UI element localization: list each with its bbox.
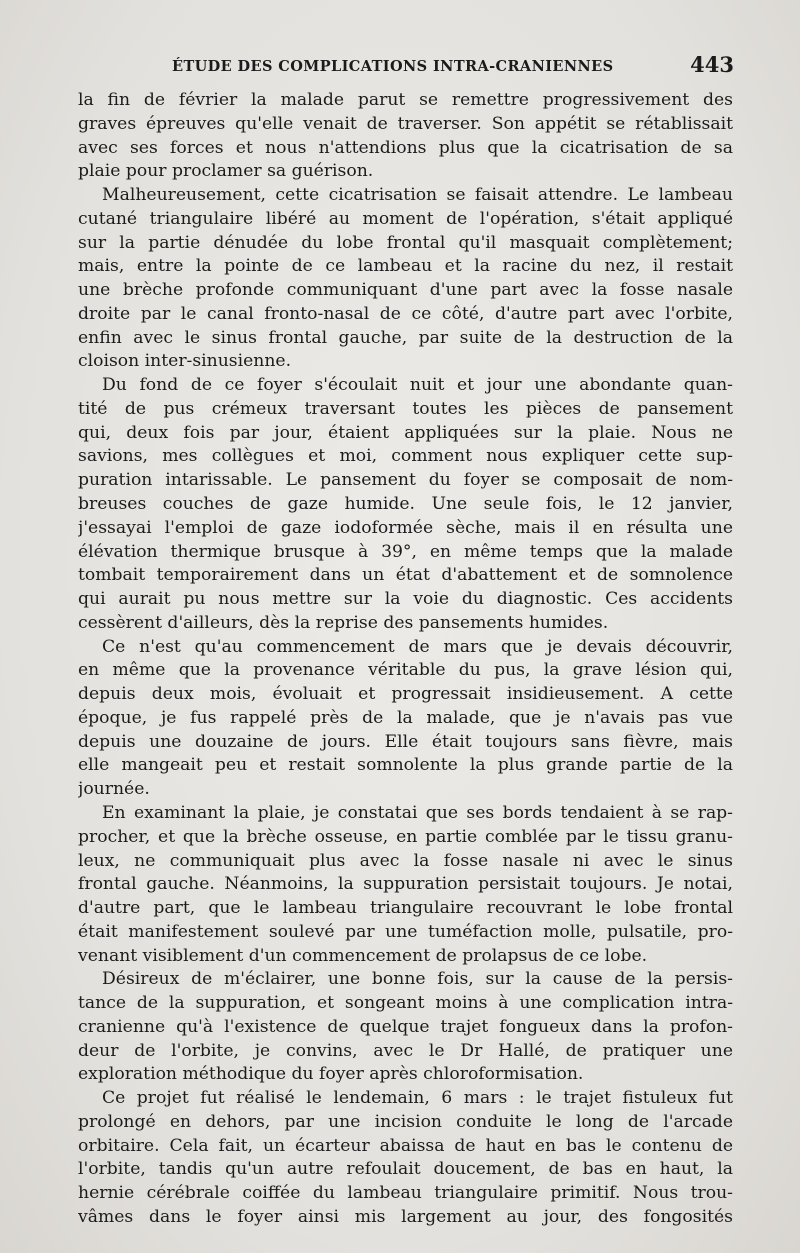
body-text bbox=[78, 89, 733, 1230]
text-line: cranienne qu'à l'existence de quelque trajet fongueux dans la profon- bbox=[78, 1016, 733, 1037]
text-line: depuis deux mois, évoluait et progressait insidieusement. A cette bbox=[78, 684, 733, 705]
text-line: orbitaire. Cela fait, un écarteur abaissa de haut en bas le contenu de bbox=[78, 1135, 733, 1156]
page-header bbox=[76, 52, 736, 82]
text-line: qui, deux fois par jour, étaient appliquées sur la plaie. Nous ne bbox=[78, 422, 733, 443]
text-line: frontal gauche. Néanmoins, la suppuration persistait toujours. Je notai, bbox=[78, 874, 733, 895]
text-line: élévation thermique brusque à 39°, en même temps que la malade bbox=[78, 541, 733, 562]
text-line: puration intarissable. Le pansement du foyer se composait de nom- bbox=[78, 470, 733, 491]
text-line: Désireux de m'éclairer, une bonne fois, sur la cause de la persis- bbox=[102, 969, 733, 990]
page-number: 443 bbox=[690, 52, 734, 77]
text-line: une brèche profonde communiquant d'une part avec la fosse nasale bbox=[78, 280, 733, 301]
text-line: était manifestement soulevé par une tuméfaction molle, pulsatile, pro- bbox=[78, 921, 733, 942]
text-line: tombait temporairement dans un état d'abattement et de somnolence bbox=[78, 565, 733, 586]
text-line: journée. bbox=[78, 779, 150, 800]
text-line: savions, mes collègues et moi, comment nous expliquer cette sup- bbox=[78, 446, 733, 467]
text-line: deur de l'orbite, je convins, avec le Dr Hallé, de pratiquer une bbox=[78, 1040, 733, 1061]
text-line: breuses couches de gaze humide. Une seule fois, le 12 janvier, bbox=[78, 494, 733, 515]
text-line: cloison inter-sinusienne. bbox=[78, 351, 292, 372]
text-line: Du fond de ce foyer s'écoulait nuit et jour une abondante quan- bbox=[102, 375, 733, 396]
text-line: depuis une douzaine de jours. Elle était toujours sans fièvre, mais bbox=[78, 731, 733, 752]
text-line: mais, entre la pointe de ce lambeau et la racine du nez, il restait bbox=[78, 256, 733, 277]
text-line: plaie pour proclamer sa guérison. bbox=[78, 161, 374, 182]
text-line: j'essayai l'emploi de gaze iodoformée sèche, mais il en résulta une bbox=[78, 517, 733, 538]
text-line: Malheureusement, cette cicatrisation se faisait attendre. Le lambeau bbox=[102, 185, 733, 206]
text-line: hernie cérébrale coiffée du lambeau triangulaire primitif. Nous trou- bbox=[78, 1183, 733, 1204]
text-line: cessèrent d'ailleurs, dès la reprise des pansements humides. bbox=[78, 612, 609, 633]
text-line: en même que la provenance véritable du pus, la grave lésion qui, bbox=[78, 660, 733, 681]
text-line: droite par le canal fronto-nasal de ce côté, d'autre part avec l'orbite, bbox=[78, 303, 733, 324]
text-line: leux, ne communiquait plus avec la fosse nasale ni avec le sinus bbox=[78, 850, 733, 871]
text-line: avec ses forces et nous n'attendions plus que la cicatrisation de sa bbox=[78, 137, 733, 158]
text-line: En examinant la plaie, je constatai que ses bords tendaient à se rap- bbox=[102, 802, 733, 823]
text-line: prolongé en dehors, par une incision conduite le long de l'arcade bbox=[78, 1111, 733, 1132]
text-line: Ce n'est qu'au commencement de mars que je devais découvrir, bbox=[102, 636, 733, 657]
text-line: sur la partie dénudée du lobe frontal qu'il masquait complètement; bbox=[78, 232, 733, 253]
text-line: graves épreuves qu'elle venait de traverser. Son appétit se rétablissait bbox=[78, 113, 733, 134]
text-line: tance de la suppuration, et songeant moins à une complication intra- bbox=[78, 993, 733, 1014]
text-line: cutané triangulaire libéré au moment de l'opération, s'était appliqué bbox=[78, 208, 733, 229]
text-line: Ce projet fut réalisé le lendemain, 6 mars : le trajet fistuleux fut bbox=[102, 1088, 733, 1109]
text-line: procher, et que la brèche osseuse, en partie comblée par le tissu granu- bbox=[78, 826, 733, 847]
text-line: époque, je fus rappelé près de la malade, que je n'avais pas vue bbox=[78, 707, 733, 728]
text-line: tité de pus crémeux traversant toutes les pièces de pansement bbox=[78, 398, 733, 419]
text-line: vâmes dans le foyer ainsi mis largement au jour, des fongosités bbox=[78, 1206, 733, 1227]
text-line: qui aurait pu nous mettre sur la voie du diagnostic. Ces accidents bbox=[78, 589, 733, 610]
text-line: venant visiblement d'un commencement de prolapsus de ce lobe. bbox=[78, 945, 648, 966]
text-line: elle mangeait peu et restait somnolente la plus grande partie de la bbox=[78, 755, 733, 776]
text-line: enfin avec le sinus frontal gauche, par suite de la destruction de la bbox=[78, 327, 733, 348]
text-line: la fin de février la malade parut se remettre progressivement des bbox=[78, 90, 733, 110]
text-line: l'orbite, tandis qu'un autre refoulait doucement, de bas en haut, la bbox=[78, 1159, 733, 1180]
text-line: d'autre part, que le lambeau triangulaire recouvrant le lobe frontal bbox=[78, 898, 733, 919]
running-title: ÉTUDE DES COMPLICATIONS INTRA-CRANIENNES bbox=[172, 58, 614, 75]
text-line: exploration méthodique du foyer après chloroformisation. bbox=[78, 1064, 584, 1085]
